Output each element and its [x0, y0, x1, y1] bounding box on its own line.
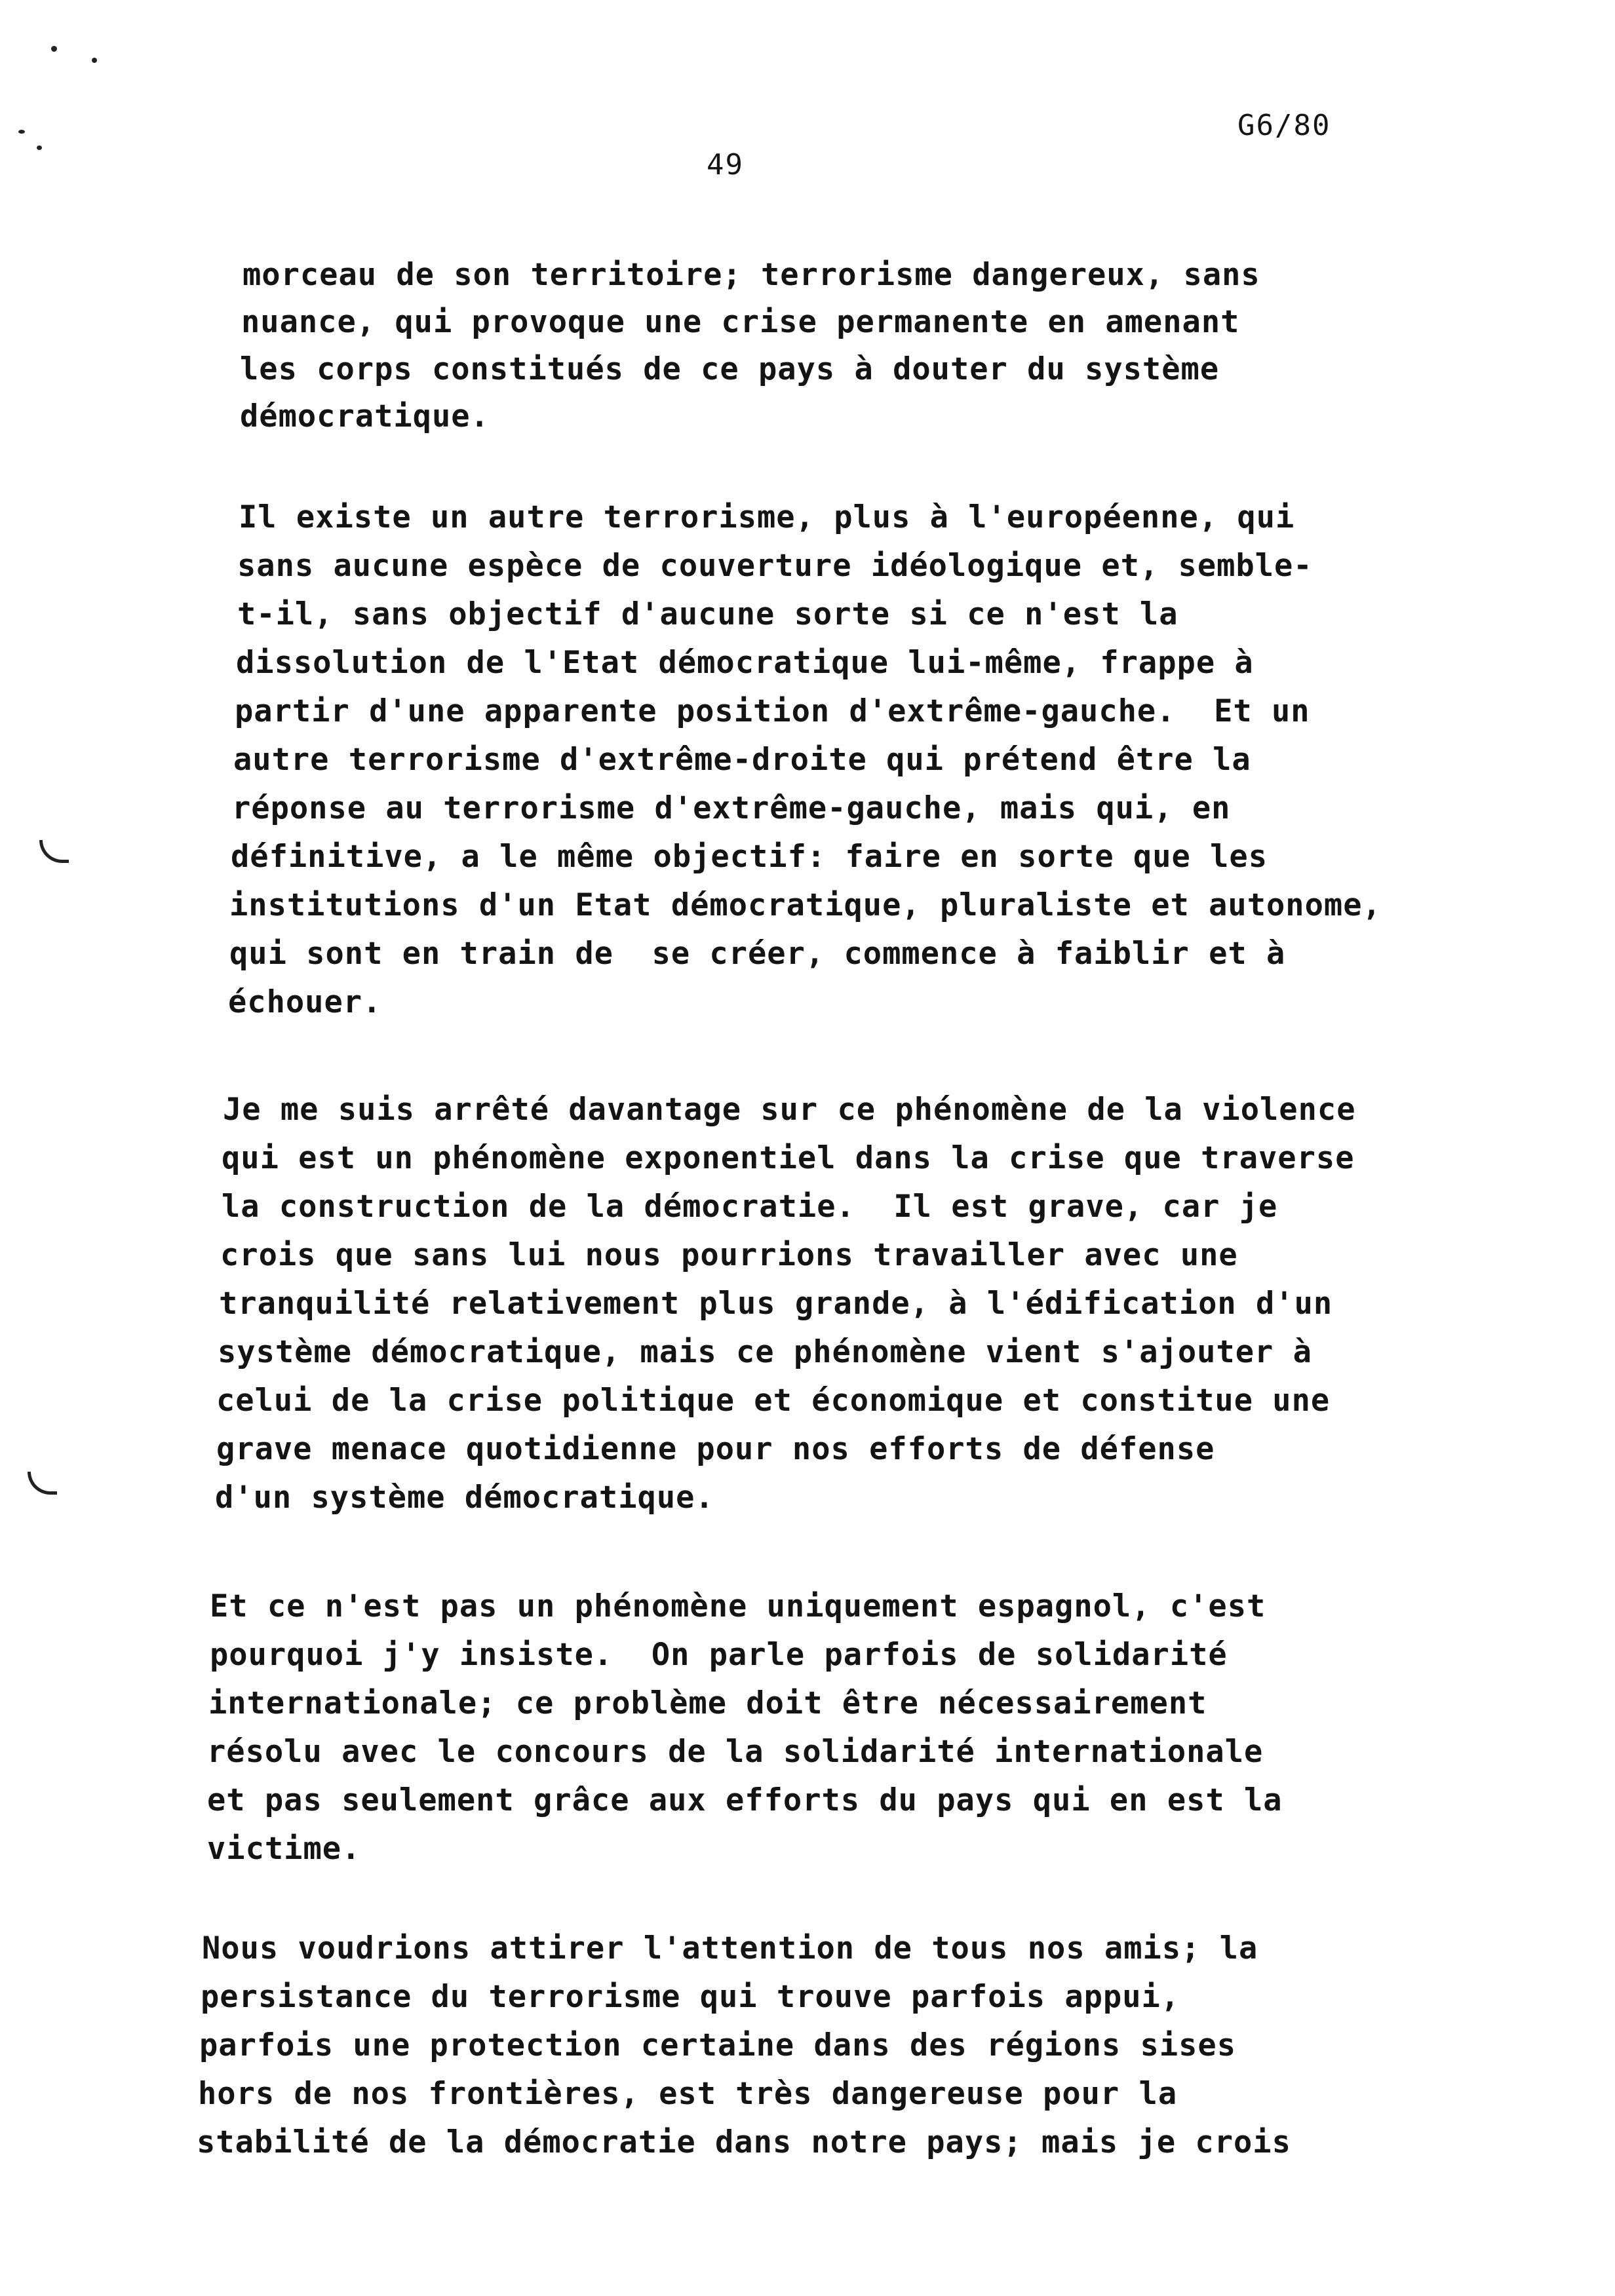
text-line: morceau de son territoire; terrorisme dangereux, sans: [243, 257, 1260, 293]
text-line: victime.: [207, 1831, 361, 1867]
text-line: pourquoi j'y insiste. On parle parfois de solidarité: [210, 1637, 1228, 1673]
text-line: Il existe un autre terrorisme, plus à l'européenne, qui: [239, 499, 1295, 535]
text-line: réponse au terrorisme d'extrême-gauche, mais qui, en: [232, 790, 1231, 826]
text-line: autre terrorisme d'extrême-droite qui prétend être la: [233, 742, 1251, 778]
text-line: qui sont en train de se créer, commence à faiblir et à: [229, 936, 1286, 972]
text-line: crois que sans lui nous pourrions travailler avec une: [220, 1237, 1238, 1273]
scan-speck: [37, 145, 42, 150]
text-line: et pas seulement grâce aux efforts du pays qui en est la: [207, 1782, 1283, 1818]
text-line: Et ce n'est pas un phénomène uniquement espagnol, c'est: [210, 1588, 1266, 1624]
text-line: parfois une protection certaine dans des régions sises: [199, 2027, 1237, 2063]
margin-bracket-mark: [39, 840, 69, 863]
text-line: définitive, a le même objectif: faire en sorte que les: [231, 839, 1268, 875]
text-line: partir d'une apparente position d'extrême-gauche. Et un: [235, 693, 1310, 729]
text-line: qui est un phénomène exponentiel dans la crise que traverse: [222, 1140, 1355, 1176]
text-line: institutions d'un Etat démocratique, pluraliste et autonome,: [229, 887, 1382, 923]
text-line: la construction de la démocratie. Il est grave, car je: [222, 1189, 1278, 1225]
text-line: t-il, sans objectif d'aucune sorte si ce n'est la: [237, 596, 1178, 632]
text-line: sans aucune espèce de couverture idéologique et, semble-: [237, 548, 1313, 584]
scan-speck: [51, 46, 57, 52]
text-line: système démocratique, mais ce phénomène vient s'ajouter à: [218, 1334, 1312, 1370]
text-line: nuance, qui provoque une crise permanente en amenant: [241, 304, 1240, 340]
page-number: 49: [707, 148, 744, 182]
text-line: d'un système démocratique.: [215, 1480, 714, 1516]
text-line: celui de la crise politique et économique et constitue une: [216, 1383, 1331, 1419]
text-line: stabilité de la démocratie dans notre pays; mais je crois: [197, 2124, 1291, 2160]
text-line: échouer.: [228, 984, 382, 1020]
text-line: démocratique.: [240, 398, 490, 434]
text-line: dissolution de l'Etat démocratique lui-même, frappe à: [236, 645, 1254, 681]
text-line: Nous voudrions attirer l'attention de tous nos amis; la: [202, 1930, 1258, 1966]
text-line: grave menace quotidienne pour nos efforts de défense: [216, 1431, 1215, 1467]
text-line: tranquilité relativement plus grande, à l'édification d'un: [219, 1286, 1333, 1322]
text-line: les corps constitués de ce pays à douter du système: [240, 351, 1220, 387]
text-line: résolu avec le concours de la solidarité internationale: [207, 1734, 1264, 1770]
scan-speck: [18, 130, 25, 134]
margin-bracket-mark: [28, 1472, 57, 1495]
document-reference: G6/80: [1237, 109, 1331, 142]
text-line: Je me suis arrêté davantage sur ce phénomène de la violence: [223, 1092, 1356, 1128]
scan-speck: [92, 58, 97, 63]
text-line: internationale; ce problème doit être nécessairement: [208, 1685, 1207, 1721]
text-line: persistance du terrorisme qui trouve parfois appui,: [201, 1979, 1180, 2015]
text-line: hors de nos frontières, est très dangereuse pour la: [198, 2076, 1178, 2112]
